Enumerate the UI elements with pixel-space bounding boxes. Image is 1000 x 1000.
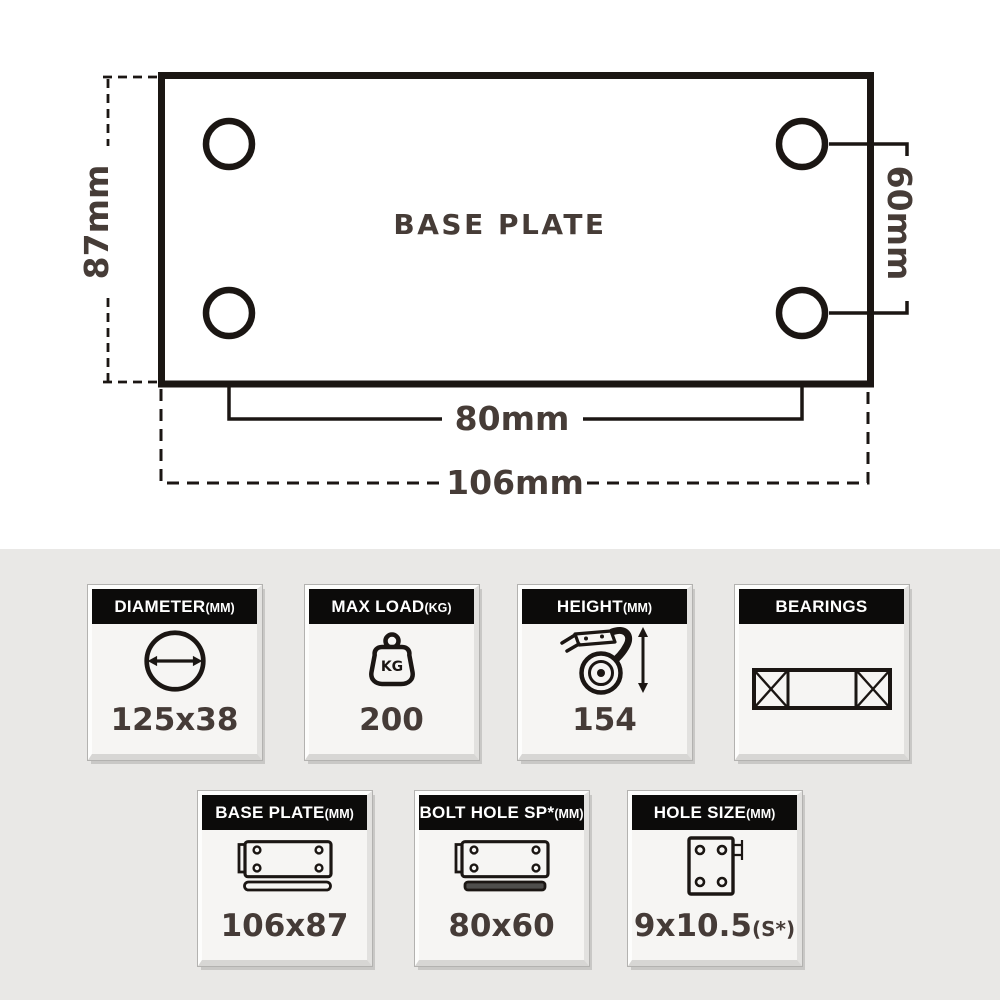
hole-size-icon — [632, 830, 797, 904]
value-text: 80x60 — [448, 908, 555, 944]
spec-card-height — [518, 585, 692, 760]
card-label: HOLE SIZE — [653, 803, 747, 822]
card-value — [309, 698, 474, 742]
dim-label-plate-width: 106mm — [446, 463, 584, 502]
card-value — [522, 698, 687, 742]
value-suffix: (S*) — [751, 917, 796, 941]
card-header — [92, 589, 257, 624]
diagram-title: BASE PLATE — [393, 208, 607, 241]
spec-card-bearings — [735, 585, 909, 760]
card-header — [632, 795, 797, 830]
spec-card-max-load — [305, 585, 479, 760]
card-value — [202, 904, 367, 948]
roller-bearing-icon — [739, 624, 904, 754]
mounting-hole-bottom-right — [779, 290, 825, 336]
card-unit: (MM) — [205, 601, 235, 615]
card-value — [92, 698, 257, 742]
spec-card-base-plate — [198, 791, 372, 966]
weight-icon — [309, 624, 474, 698]
card-unit: (MM) — [324, 807, 354, 821]
dim-label-hole-spacing-vertical: 60mm — [880, 165, 919, 281]
card-label: HEIGHT — [556, 597, 623, 616]
card-unit: (MM) — [746, 807, 776, 821]
card-unit: (MM) — [622, 601, 653, 615]
card-header — [419, 795, 584, 830]
card-header — [309, 589, 474, 624]
spec-card-bolt-hole-spacing — [415, 791, 589, 966]
card-label: MAX LOAD — [331, 597, 425, 616]
card-label: BASE PLATE — [215, 803, 325, 822]
card-label: BEARINGS — [775, 597, 868, 616]
card-value — [419, 904, 584, 948]
card-header — [739, 589, 904, 624]
card-value — [632, 904, 797, 948]
mounting-hole-top-left — [206, 121, 252, 167]
weight-icon-kg-text: KG — [380, 659, 403, 675]
dim-label-plate-height: 87mm — [77, 164, 116, 280]
spec-cards-panel — [0, 549, 1000, 1000]
value-text: 9x10.5 — [633, 908, 752, 944]
card-header — [202, 795, 367, 830]
bolt-hole-spacing-icon — [419, 830, 584, 904]
card-label: BOLT HOLE SP* — [419, 803, 555, 822]
mounting-hole-bottom-left — [206, 290, 252, 336]
wheel-diameter-icon — [92, 624, 257, 698]
mounting-hole-top-right — [779, 121, 825, 167]
card-header — [522, 589, 687, 624]
card-label: DIAMETER — [114, 597, 206, 616]
value-text: 106x87 — [220, 908, 349, 944]
value-text: 154 — [572, 702, 637, 738]
dim-label-hole-spacing-horizontal: 80mm — [454, 399, 570, 438]
spec-card-diameter — [88, 585, 262, 760]
base-plate-icon — [202, 830, 367, 904]
card-unit: (KG) — [424, 601, 452, 615]
spec-card-hole-size — [628, 791, 802, 966]
value-text: 200 — [359, 702, 424, 738]
caster-height-icon — [522, 624, 687, 698]
value-text: 125x38 — [110, 702, 239, 738]
card-unit: (MM) — [554, 807, 584, 821]
